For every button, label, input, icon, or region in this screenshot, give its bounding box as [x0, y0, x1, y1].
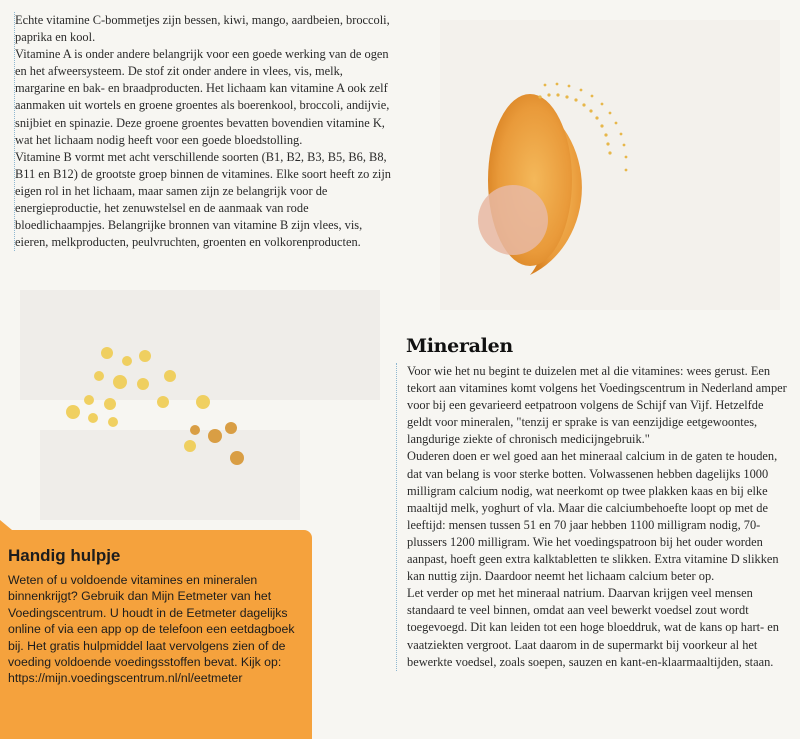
paragraph-vitamin-a: Vitamine A is onder andere belangrijk voor een goede werking van de ogen en het afweersysteem. De stof zit onder andere in vlees, vis, melk, margarine en bak- en braadproducten. Het lichaam kan vitamine A ook zelf aanmaken uit wortels en groene groentes als boerenkool, broccoli, andijvie, snijbiet en spinazie. Deze groene groentes bevatten bovendien vitamine K, wat het lichaam nodig heeft voor een goede bloedstolling.	[15, 47, 390, 147]
tip-title: Handig hulpje	[8, 546, 121, 565]
minerals-body	[396, 363, 790, 671]
pills-illustration	[55, 340, 255, 475]
vitamins-text-column	[14, 12, 393, 251]
citrus-illustration	[445, 80, 645, 290]
paragraph-sodium: Let verder op met het mineraal natrium. Daarvan krijgen veel mensen standaard te veel binnen, omdat aan veel bewerkt voedsel zout wordt toegevoegd. Dit kan leiden tot een hoge bloeddruk, wat de kans op hart- en vaatziekten vergroot. Laat daarom in de supermarkt bij voorkeur al het bewerkte voedsel, zoals soepen, sauzen en kant-en-klaarmaaltijden, staan.	[407, 586, 779, 669]
paragraph-vitamin-c: Echte vitamine C-bommetjes zijn bessen, kiwi, mango, aardbeien, broccoli, paprika en kool.	[15, 13, 390, 45]
minerals-section	[406, 335, 790, 671]
pink-slice	[478, 185, 548, 255]
tip-body: Weten of u voldoende vitamines en mineralen binnenkrijgt? Gebruik dan Mijn Eetmeter van het Voedingscentrum. U houdt in de Eetmeter dagelijks online of via een app op de telefoon een eetdagboek bij. Het gratis hulpmiddel laat vervolgens zien of de voeding voldoende voedingsstoffen bevat. Kijk op: https://mijn.voedingscentrum.nl/nl/eetmeter	[8, 573, 295, 686]
tip-text	[8, 572, 304, 687]
paragraph-vitamin-b: Vitamine B vormt met acht verschillende soorten (B1, B2, B3, B5, B6, B8, B11 en B12) de grootste groep binnen de vitamines. Elke soort heeft zo zijn eigen rol in het lichaam, maar samen zijn ze belangrijk voor de energieproductie, het zenuwstelsel en de aanmaak van rode bloedlichaampjes. Belangrijke bronnen van vitamine B zijn vlees, vis, eieren, melkproducten, peulvruchten, groenten en volkorenproducten.	[15, 149, 391, 250]
paragraph-minerals-intro: Voor wie het nu begint te duizelen met al die vitamines: wees gerust. Een tekort aan vitamines komt volgens het Voedingscentrum in Nederland amper voor bij een gevarieerd eetpatroon volgens de Schijf van Vijf. Hetzelfde geldt voor mineralen, "tenzij er sprake is van eenzijdige eetgewoontes, langdurige ziekte of chronisch medicijngebruik."	[407, 364, 787, 447]
paragraph-calcium: Ouderen doen er wel goed aan het mineraal calcium in de gaten te houden, dat van belang is voor sterke botten. Volwassenen hebben dagelijks 1000 milligram calcium nodig, wat neerkomt op twee plakken kaas en bij elke maaltijd melk, yoghurt of vla. Maar die calciumbehoefte loopt op met de leeftijd: mensen tussen 51 en 70 jaar hebben 1100 milligram nodig, 70-plussers 1200 milligram. Wie het voedingspatroon bij het ouder worden aanpast, hoeft geen extra kalktabletten te slikken. Extra vitamine D slikken kan nuttig zijn. Daardoor neemt het lichaam calcium beter op.	[407, 449, 779, 584]
minerals-heading: Mineralen	[406, 335, 513, 357]
tip-box	[0, 530, 312, 739]
